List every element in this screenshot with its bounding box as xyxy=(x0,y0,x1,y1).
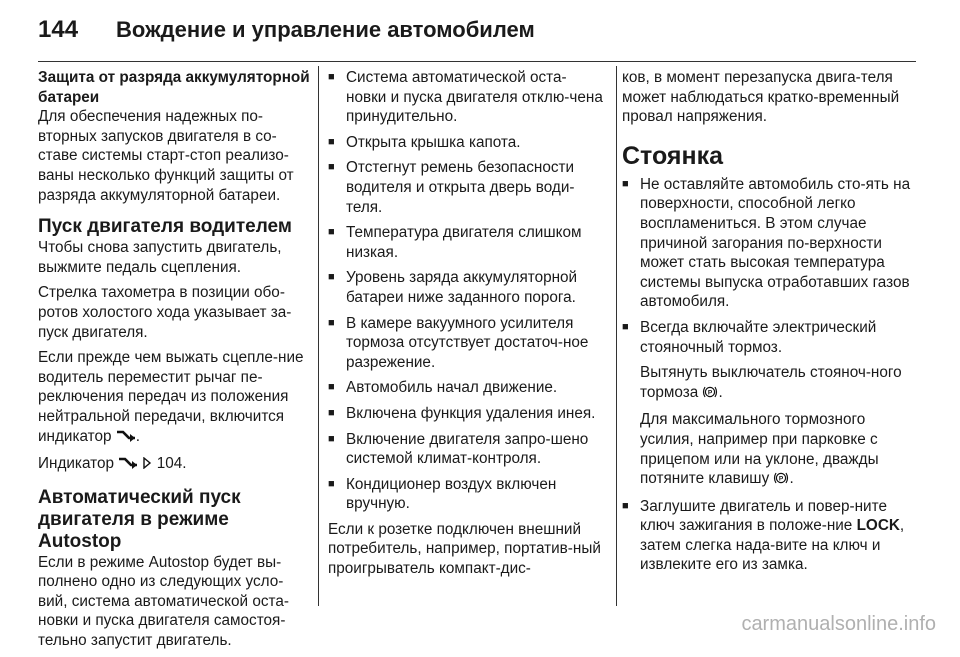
header-rule xyxy=(38,61,916,62)
page-reference-arrow-icon[interactable] xyxy=(142,455,152,475)
svg-text:P: P xyxy=(779,475,784,483)
chapter-title: Вождение и управление автомобилем xyxy=(116,17,535,42)
conditions-list xyxy=(328,68,606,514)
paragraph-driver-1: Чтобы снова запустить двигатель, выжмите педаль сцепления. xyxy=(38,239,282,276)
list-item: ■ Система автоматической оста-новки и пуска двигателя отклю-чена принудительно. xyxy=(328,68,606,127)
list-item: ■ Температура двигателя слишком низкая. xyxy=(328,223,606,262)
watermark: carmanualsonline.info xyxy=(741,613,936,635)
list-item: ■ Всегда включайте электрический стояночный тормоз. xyxy=(622,318,912,357)
column-3 xyxy=(622,68,912,581)
paragraph-indicator-ref: Индикатор 104. xyxy=(38,454,312,476)
column-divider-2 xyxy=(616,66,617,606)
paragraph-driver-2: Стрелка тахометра в позиции обо-ротов холостого хода указывает за-пуск двигателя. xyxy=(38,284,292,341)
column-1 xyxy=(38,68,312,657)
paragraph-driver-3: Если прежде чем выжать сцепле-ние водитель переместит рычаг пе-реключения передач из положения нейтральной передачи, включится индикатор . xyxy=(38,348,312,448)
parking-brake-icon xyxy=(773,471,789,491)
heading-battery-protection: Защита от разряда аккумуляторной батареи xyxy=(38,69,310,106)
paragraph-socket: Если к розетке подключен внешний потребитель, например, портатив-ный проигрыватель компакт-дис- xyxy=(328,520,601,578)
list-item: ■ Не оставляйте автомобиль сто-ять на поверхности, способной легко воспламениться. В этом случае причиной загорания по-верхности может стать высокая температура системы выпуска отработавших газов автомобиля. xyxy=(622,175,912,312)
list-item: ■ Включена функция удаления инея. xyxy=(328,404,606,424)
heading-parking: Стоянка xyxy=(622,141,724,170)
lock-label: LOCK xyxy=(856,517,900,535)
page-number: 144 xyxy=(38,16,79,43)
list-item: ■ В камере вакуумного усилителя тормоза отсутствует достаточ-ное разрежение. xyxy=(328,314,606,373)
paragraph-parking-brake: Вытянуть выключатель стояноч-ного тормоза P . xyxy=(622,363,912,404)
heading-driver-start: Пуск двигателя водителем xyxy=(38,216,292,238)
list-item: ■ Уровень заряда аккумуляторной батареи ниже заданного порога. xyxy=(328,268,606,307)
paragraph-continuation: ков, в момент перезапуска двига-теля может наблюдаться кратко-временный провал напряжения. xyxy=(622,69,900,126)
parking-list xyxy=(622,175,912,357)
paragraph-max-braking: Для максимального тормозного усилия, например при парковке с прицепом или на уклоне, дважды потяните клавишу P . xyxy=(622,410,912,490)
svg-text:P: P xyxy=(708,389,713,397)
column-divider-1 xyxy=(318,66,319,606)
paragraph-autostop: Если в режиме Autostop будет вы-полнено одно из следующих усло-вий, система автоматической оста-новки и пуска двигателя самостоя-тельно запустит двигатель. xyxy=(38,553,289,650)
parking-list-continued xyxy=(622,497,912,575)
autostop-indicator-icon xyxy=(118,456,138,476)
list-item: ■ Включение двигателя запро-шено системой климат-контроля. xyxy=(328,430,606,469)
autostop-indicator-icon xyxy=(116,429,136,449)
paragraph-battery: Для обеспечения надежных по-вторных запусков двигателя в со-ставе системы старт-стоп реализо-ваны несколько функций защиты от разряда аккумуляторной батареи. xyxy=(38,108,294,204)
list-item: ■ Заглушите двигатель и повер-ните ключ зажигания в положе-ние LOCK, затем слегка нада-вите на ключ и извлеките его из замка. xyxy=(622,497,912,575)
page-header xyxy=(38,12,918,48)
list-item: ■ Автомобиль начал движение. xyxy=(328,378,606,398)
list-item: ■ Открыта крышка капота. xyxy=(328,133,606,153)
column-2 xyxy=(328,68,606,585)
heading-autostop-start: Автоматический пуск двигателя в режиме Autostop xyxy=(38,486,241,552)
list-item: ■ Кондиционер воздух включен вручную. xyxy=(328,475,606,514)
list-item: ■ Отстегнут ремень безопасности водителя и открыта дверь води-теля. xyxy=(328,158,606,217)
parking-brake-icon xyxy=(702,385,718,405)
